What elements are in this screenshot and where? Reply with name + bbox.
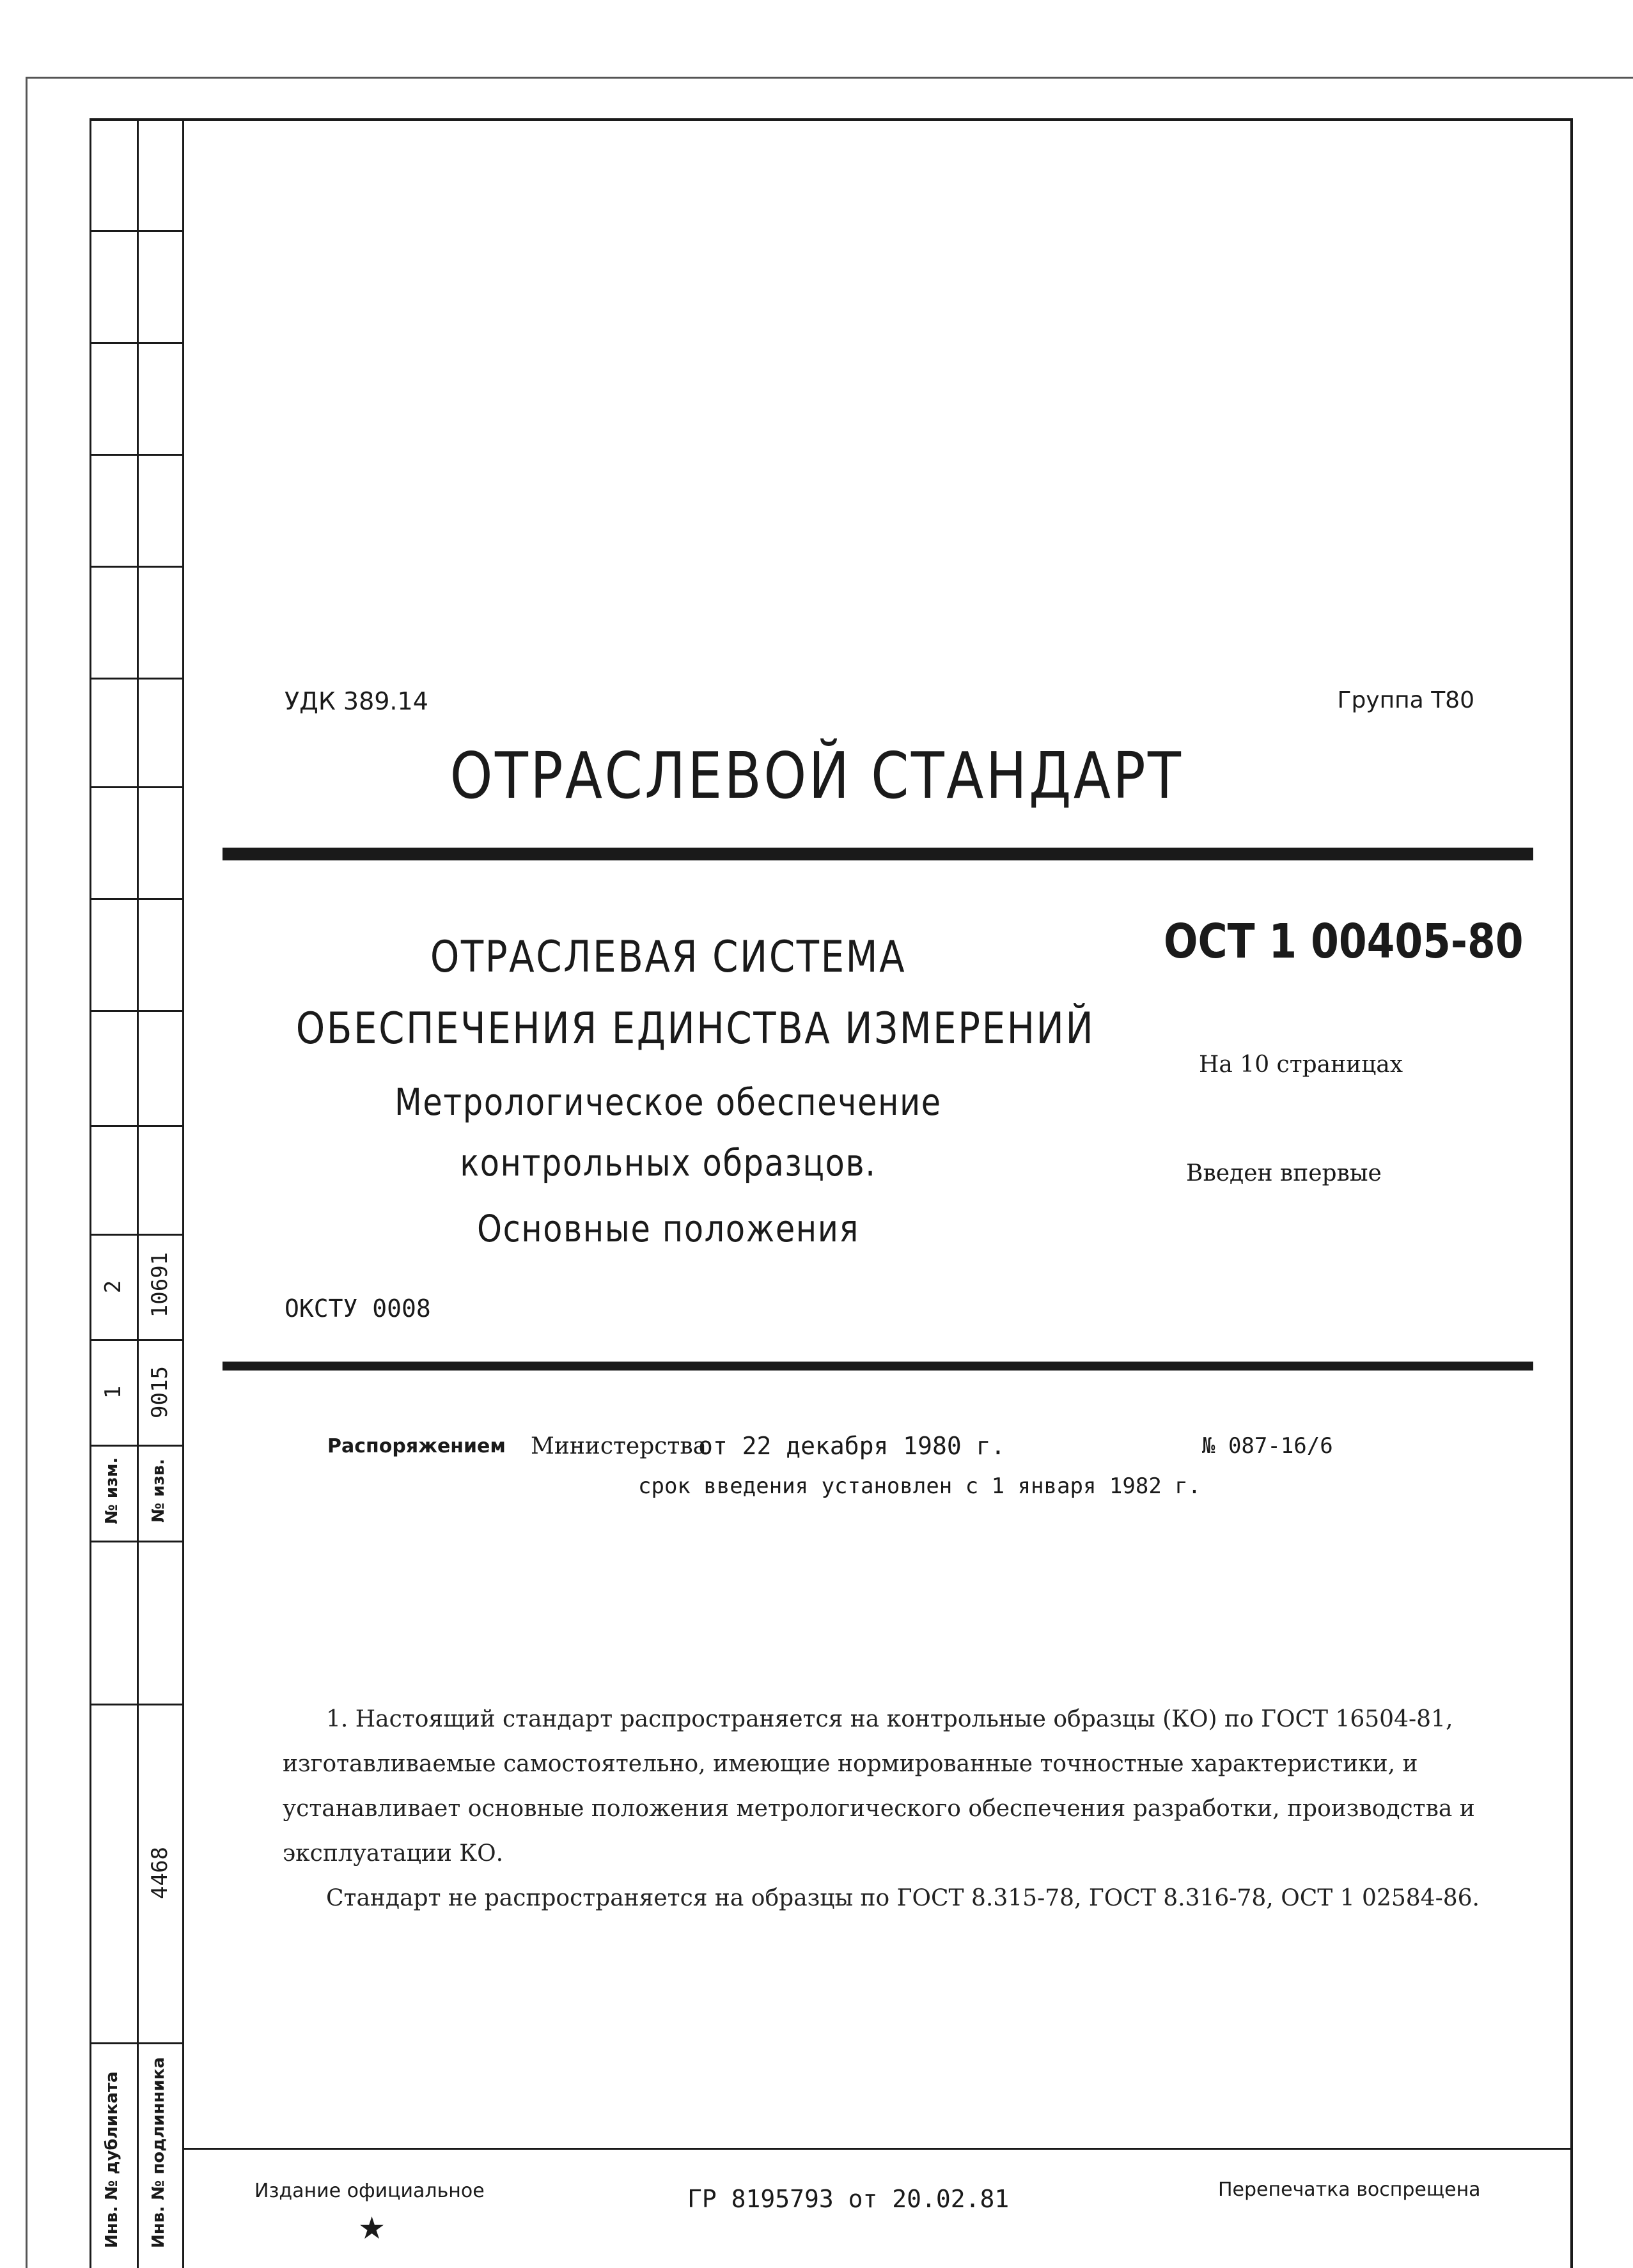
page-edge-left [26,77,27,2268]
order-date: от 22 декабря 1980 г. [698,1432,1006,1460]
frame-footer-line [184,2148,1573,2150]
notice-number-9015: 9015 [147,1366,173,1418]
edition-label: Издание официальное [254,2180,485,2202]
strip-col-1 [90,118,91,2268]
page-count: На 10 страницах [1199,1052,1403,1078]
original-inventory-number: 4468 [147,1847,173,1899]
star-icon: ★ [358,2210,386,2246]
strip-col-3 [182,118,184,2268]
standard-name-line2: ОБЕСПЕЧЕНИЯ ЕДИНСТВА ИЗМЕРЕНИЙ [295,1004,1095,1054]
registration-number: ГР 8195793 от 20.02.81 [687,2185,1010,2213]
udk-code: УДК 389.14 [285,687,428,715]
duplicate-inventory-label: Инв. № дубликата [102,2071,121,2248]
change-number-label: № изм. [102,1457,121,1525]
notice-number-label: № изв. [149,1459,168,1523]
paragraph-2: Стандарт не распространяется на образцы по ГОСТ 8.315-78, ГОСТ 8.316-78, ОСТ 1 02584-86. [326,1885,1480,1911]
page-title: ОТРАСЛЕВОЙ СТАНДАРТ [449,738,1184,813]
side-strip [90,118,184,2268]
order-label: Распоряжением [327,1435,506,1457]
strip-row [90,342,184,344]
group-code: Группа Т80 [1337,687,1474,713]
strip-row [90,454,184,456]
strip-row [90,2042,184,2044]
strip-row [90,1704,184,1705]
strip-row [90,898,184,900]
body-text [283,1697,1536,1921]
original-inventory-label: Инв. № подлинника [149,2057,168,2248]
order-number: № 087-16/6 [1202,1433,1333,1459]
notice-number-10691: 10691 [147,1252,173,1318]
strip-col-2 [137,118,139,2268]
reprint-notice: Перепечатка воспрещена [1218,2179,1481,2201]
standard-name-line4: контрольных образцов. [460,1141,877,1184]
strip-row [90,1010,184,1012]
page-edge-top [26,77,1633,79]
paragraph-1: 1. Настоящий стандарт распространяется на контрольные образцы (КО) по ГОСТ 16504-81, изготавливаемые самостоятельно, имеющие нормированные точностные характеристики, и устанавливает основные положения метрологического обеспечения разработки, производства и эксплуатации КО. [283,1706,1475,1867]
strip-row [90,566,184,568]
strip-row [90,1125,184,1127]
introduced-note: Введен впервые [1186,1160,1382,1186]
frame-right [1570,118,1573,2268]
strip-row [90,230,184,232]
thick-rule-top [223,848,1533,860]
change-number-2: 2 [100,1280,126,1294]
frame-top [90,118,1573,121]
change-number-1: 1 [100,1385,126,1399]
thick-rule-bottom [223,1362,1533,1371]
okstu-code: ОКСТУ 0008 [285,1294,431,1323]
standard-code: ОСТ 1 00405-80 [1164,914,1524,969]
order-ministry: Министерства [531,1433,707,1459]
standard-name-line5: Основные положения [477,1207,859,1250]
effective-date: срок введения установлен с 1 января 1982 г. [638,1473,1201,1499]
standard-name-line3: Метрологическое обеспечение [395,1080,942,1124]
strip-row [90,678,184,680]
standard-name-line1: ОТРАСЛЕВАЯ СИСТЕМА [430,932,907,983]
strip-row [90,1541,184,1542]
